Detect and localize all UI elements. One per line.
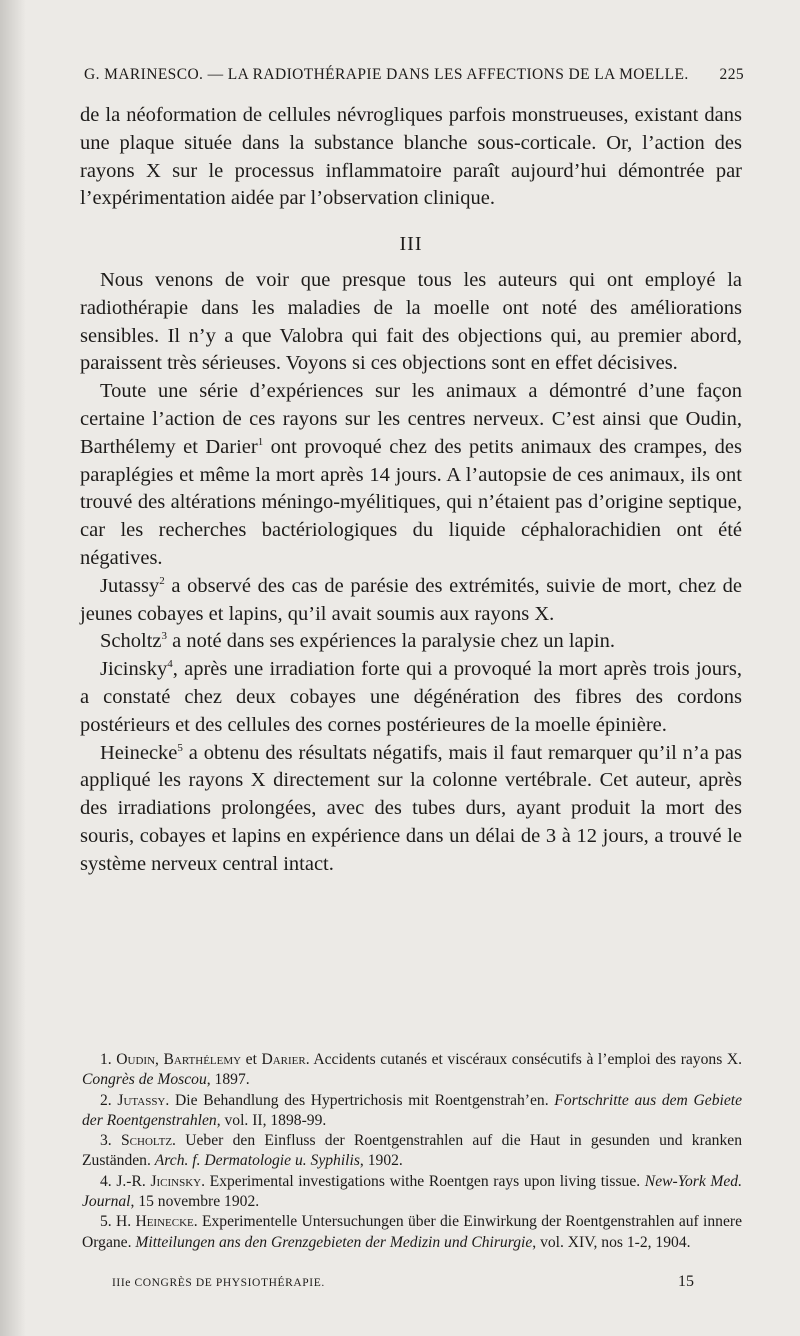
paragraph-3 — [80, 573, 742, 629]
footnote-author: H. Heinecke — [116, 1213, 194, 1231]
footnote-text: . Experimental investigations withe Roentgen rays upon living tissue. — [201, 1172, 645, 1190]
footnote-source: Congrès de Moscou — [82, 1071, 207, 1089]
paragraph-2 — [80, 378, 742, 573]
footnote-ref: 1 — [257, 435, 264, 448]
paragraph-text: , après une irradiation forte qui a provoqué la mort après trois jours, a constaté chez deux cobayes une dégénération des fibres des cordons postérieurs et des cellules des cornes postérieures de la moelle épinière. — [80, 658, 742, 736]
footnote-1 — [82, 1050, 742, 1091]
footer-signature: IIIe CONGRÈS DE PHYSIOTHÉRAPIE. — [112, 1277, 325, 1289]
footnote-ref: 4 — [167, 658, 173, 671]
section-number: III — [399, 233, 423, 256]
footnote-number: 1. — [100, 1051, 112, 1068]
footnote-ref: 5 — [177, 741, 183, 754]
paragraph-text: Scholtz — [100, 630, 162, 653]
paragraph-6 — [80, 740, 742, 879]
paragraph-text: a observé des cas de parésie des extrémités, suivie de mort, chez de jeunes cobayes et lapins, qu’il avait soumis aux rayons X. — [80, 574, 742, 625]
footnote-number: 3. — [100, 1132, 112, 1150]
running-head-page-number: 225 — [719, 66, 744, 83]
footer-sheet-number: 15 — [678, 1273, 694, 1290]
footnote-author: Scholtz — [121, 1132, 173, 1150]
page-edge-shadow — [0, 0, 26, 1336]
footnote-ref: 3 — [161, 630, 167, 643]
running-head — [84, 66, 744, 84]
footnote-author: Jutassy — [117, 1091, 166, 1109]
footnote-source: Mitteilungen ans den Grenzgebieten der Medizin und Chirurgie — [135, 1233, 533, 1251]
footnote-text: . Ueber den Einfluss der Roentgenstrahlen auf die Haut in gesunden und kranken Zuständen. — [82, 1132, 742, 1170]
footnote-author: Oudin, Barthélemy — [116, 1051, 242, 1068]
footnote-text: . Accidents cutanés et viscéraux consécutifs à l’emploi des rayons X. — [305, 1051, 742, 1068]
footnotes — [82, 1050, 742, 1253]
footnote-tail: , 1902. — [359, 1152, 403, 1170]
paragraph-text: a noté dans ses expériences la paralysie chez un lapin. — [167, 630, 615, 653]
footnote-4 — [82, 1172, 742, 1213]
footnote-number: 2. — [100, 1091, 112, 1109]
paragraph-text: Heinecke — [100, 741, 178, 764]
paragraph-5 — [80, 656, 742, 739]
footnote-ref: 2 — [159, 574, 165, 587]
footnote-3 — [82, 1131, 742, 1172]
footnote-tail: , vol. XIV, nos 1-2, 1904. — [532, 1233, 691, 1251]
paragraph-text: a obtenu des résultats négatifs, mais il faut remarquer qu’il n’a pas appliqué les rayons X directement sur la colonne vertébrale. Cet auteur, après des irradiations prolongées, avec des tubes durs, ayant produit la mort des souris, cobayes et lapins en expérience dans un délai de 3 à 12 jours, a trouvé le système nerveux central intact. — [80, 741, 742, 875]
footnote-text: . Die Behandlung des Hypertrichosis mit Roentgenstrah’en. — [165, 1091, 555, 1109]
footnote-source: New-York Med. Journal — [82, 1172, 742, 1211]
footnote-number: 5. — [100, 1213, 112, 1231]
footnote-author: Darier — [261, 1051, 306, 1068]
main-text — [80, 102, 742, 879]
paragraph-1: Nous venons de voir que presque tous les auteurs qui ont employé la radiothérapie dans les maladies de la moelle ont noté des améliorations sensibles. Il n’y a que Valobra qui fait des objections qui, au premier abord, paraissent très sérieuses. Voyons si ces objections sont en effet décisives. — [80, 268, 742, 375]
page-footer — [112, 1273, 694, 1291]
paragraph-text: ont provoqué chez des petits animaux des crampes, des paraplégies et même la mort après 14 jours. A l’autopsie de ces animaux, ils ont trouvé des altérations méningo-myélitiques, qui n’étaient pas d’origine septique, car les recherches bactériologiques du liquide céphalorachidien ont été négatives. — [80, 435, 742, 569]
footnote-number: 4. — [100, 1172, 112, 1190]
paragraph-4 — [80, 628, 742, 656]
paragraph-text: Jutassy — [100, 574, 160, 597]
intro-paragraph: de la néoformation de cellules névrogliques parfois monstrueuses, existant dans une plaque située dans la substance blanche sous-corticale. Or, l’action des rayons X sur le processus inflammatoire paraît aujourd’hui démontrée par l’expérimentation aidée par l’observation clinique. — [80, 104, 742, 210]
footnote-text: . Experimentelle Untersuchungen über die Einwirkung der Roentgenstrahlen auf innere Organe. — [82, 1213, 742, 1251]
running-head-title: G. MARINESCO. — LA RADIOTHÉRAPIE DANS LES AFFECTIONS DE LA MOELLE. — [84, 66, 689, 83]
footnote-5 — [82, 1212, 742, 1253]
footnote-tail: , 1897. — [206, 1071, 250, 1089]
paragraph-text: Jicinsky — [100, 658, 168, 681]
footnote-tail: , 15 novembre 1902. — [130, 1193, 260, 1211]
footnote-2 — [82, 1091, 742, 1132]
footnote-author: J.-R. Jicinsky — [116, 1172, 202, 1190]
footnote-source: Fortschritte aus dem Gebiete der Roentgenstrahlen — [82, 1091, 742, 1129]
footnote-connector: et — [241, 1051, 262, 1068]
footnote-tail: , vol. II, 1898-99. — [216, 1111, 327, 1129]
footnote-source: Arch. f. Dermatologie u. Syphilis — [154, 1152, 360, 1170]
paragraph-text: Toute une série d’expériences sur les animaux a démontré d’une façon certaine l’action de ces rayons sur les centres nerveux. C’est ainsi que Oudin, Barthélemy et Darier — [80, 380, 742, 458]
